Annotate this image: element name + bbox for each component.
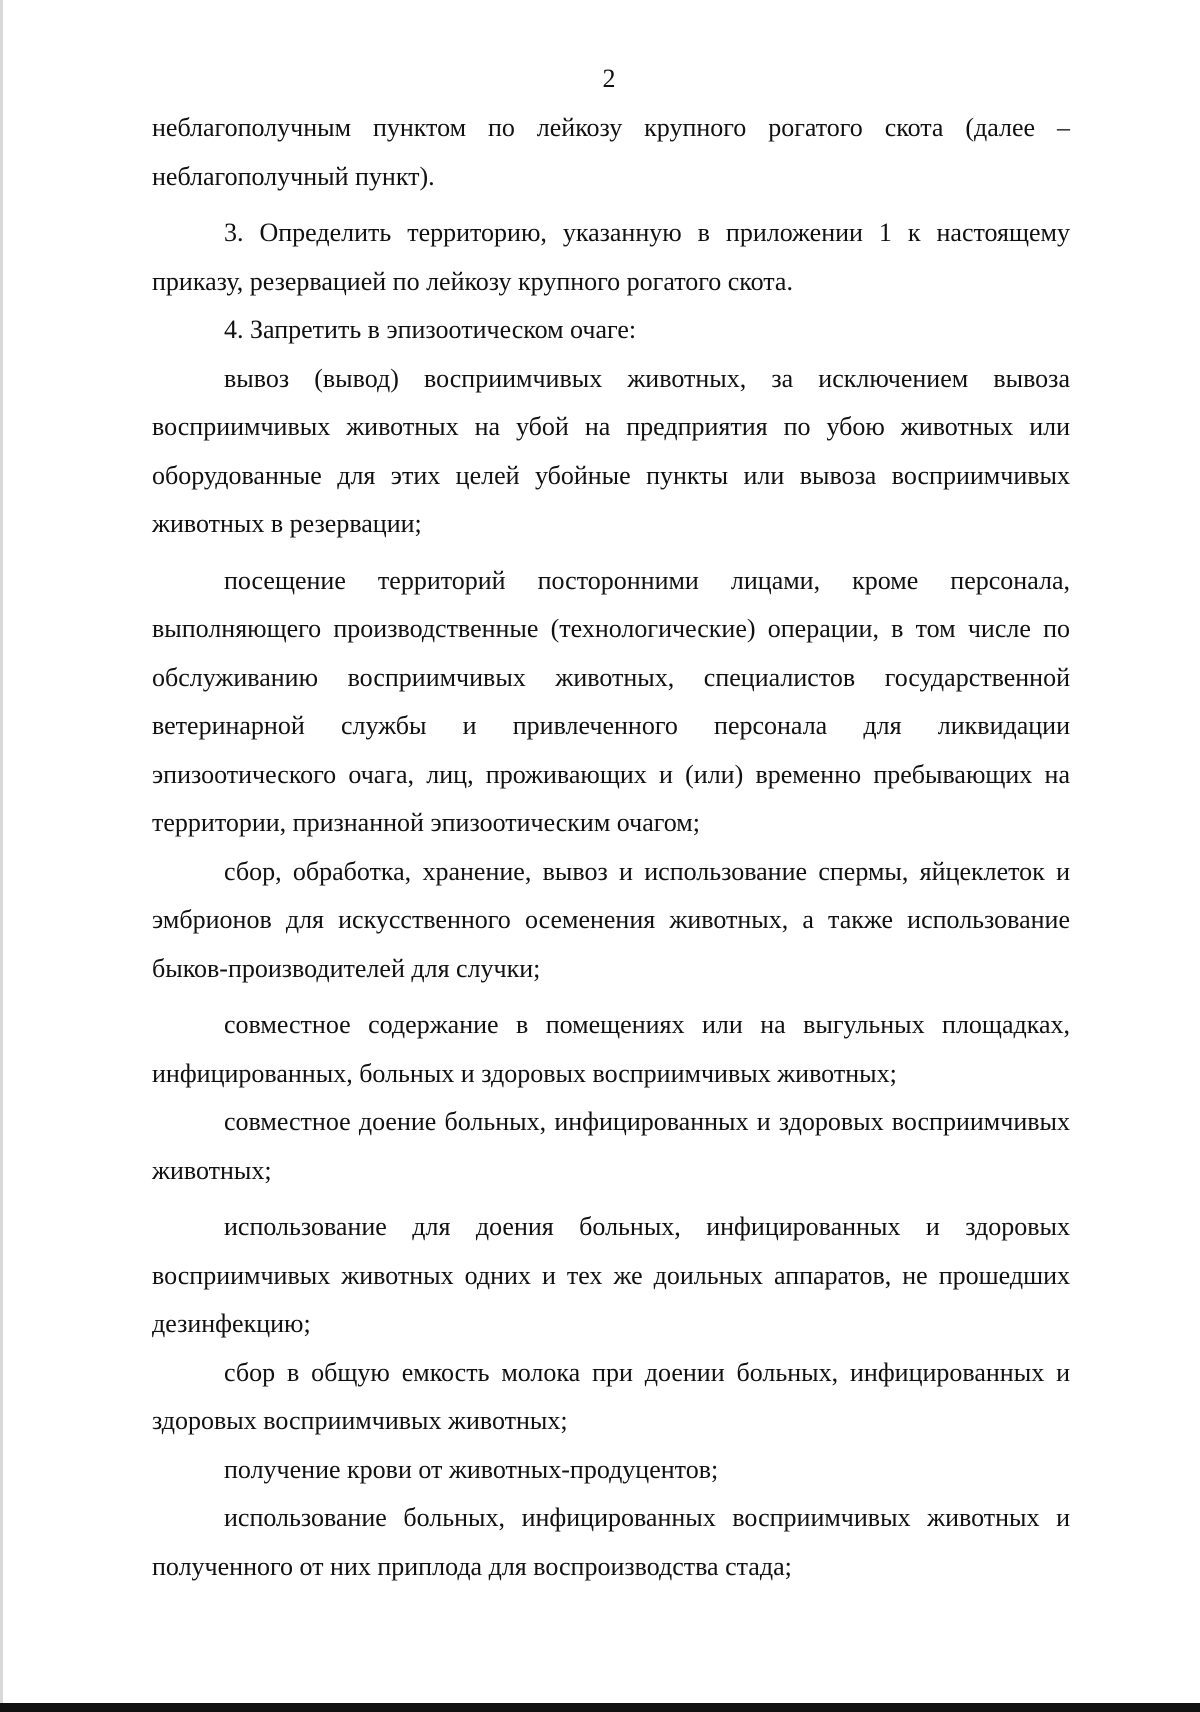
paragraph-prohibition-breeding: использование больных, инфицированных восприимчивых животных и полученного от них приплода для воспроизводства стада;: [152, 1503, 1070, 1581]
paragraph-prohibition-milking-machines: использование для доения больных, инфицированных и здоровых восприимчивых животных одних и тех же доильных аппаратов, не прошедших дезинфекцию;: [152, 1212, 1070, 1338]
paragraph-prohibition-blood: получение крови от животных-продуцентов;: [224, 1454, 719, 1484]
scan-edge-left: [0, 0, 3, 1712]
paragraph-prohibition-removal: вывоз (вывод) восприимчивых животных, за исключением вывоза восприимчивых животных на убой на предприятия по убою животных или оборудованные для этих целей убойные пункты или вывоза восприимчивых животных в резервации;: [152, 363, 1070, 538]
page-number: 2: [602, 64, 616, 93]
paragraph-prohibition-sperm: сбор, обработка, хранение, вывоз и использование спермы, яйцеклеток и эмбрионов для искусственного осеменения животных, а также использование быков-производителей для случки;: [152, 856, 1070, 983]
paragraph-item-3: 3. Определить территорию, указанную в приложении 1 к настоящему приказу, резервацией по лейкозу крупного рогатого скота.: [152, 218, 1070, 296]
paragraph-item-4: 4. Запретить в эпизоотическом очаге:: [224, 315, 637, 344]
paragraph-prohibition-joint-housing: совместное содержание в помещениях или на выгульных площадках, инфицированных, больных и здоровых восприимчивых животных;: [152, 1010, 1070, 1088]
paragraph-continuation: неблагополучным пунктом по лейкозу крупного рогатого скота (далее – неблагополучный пункт).: [152, 113, 1070, 191]
paragraph-prohibition-milk-container: сбор в общую емкость молока при доении больных, инфицированных и здоровых восприимчивых животных;: [152, 1357, 1070, 1435]
paragraph-prohibition-visits: посещение территорий посторонними лицами, кроме персонала, выполняющего производственные (технологические) операции, в том числе по обслуживанию восприимчивых животных, специалистов государственной ветеринарной службы и привлеченного персонала для ликвидации эпизоотического очага, лиц, проживающих и (или) временно пребывающих на территории, признанной эпизоотическим очагом;: [152, 565, 1070, 837]
document-body: [152, 104, 1070, 1591]
scan-edge-bottom: [0, 1703, 1200, 1712]
paragraph-prohibition-joint-milking: совместное доение больных, инфицированных и здоровых восприимчивых животных;: [152, 1107, 1070, 1185]
